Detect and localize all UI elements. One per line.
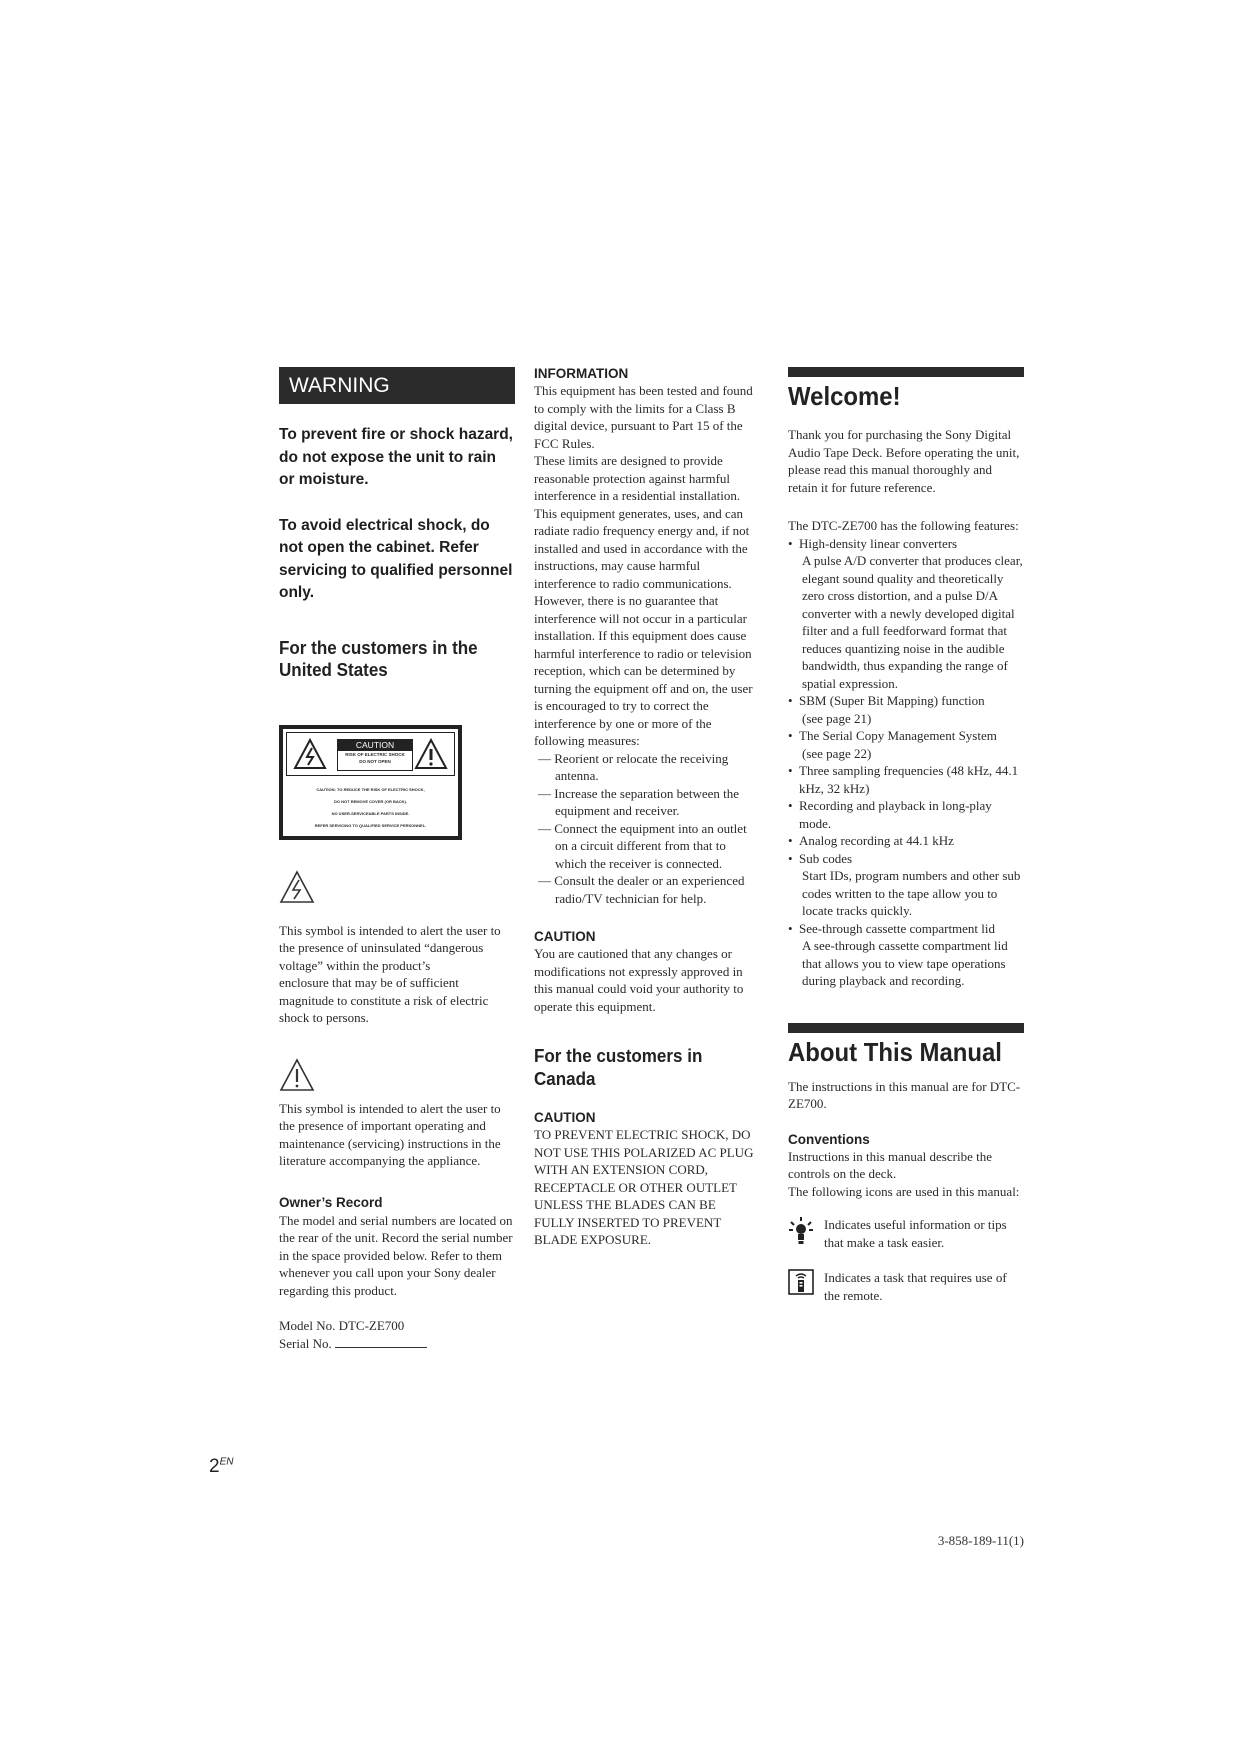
right-column	[788, 367, 1024, 1304]
feature-title: • See-through cassette compartment lid	[788, 920, 1024, 938]
caution-line: REFER SERVICING TO QUALIFIED SERVICE PERSONNEL.	[314, 822, 427, 828]
us-customers-heading: For the customers in the United States	[279, 636, 478, 680]
lightning-symbol-icon	[279, 870, 315, 904]
about-text: The instructions in this manual are for DTC-ZE700.	[788, 1078, 1021, 1111]
feature-title: • Three sampling frequencies (48 kHz, 44.1 kHz, 32 kHz)	[788, 762, 1024, 797]
feature-item	[788, 920, 1024, 990]
feature-item	[788, 797, 1024, 832]
model-number: Model No. DTC-ZE700	[279, 1318, 405, 1333]
feature-desc: A pulse A/D converter that produces clear, elegant sound quality and theoretically zero cross distortion, and a pulse D/A converter with a newly developed digital filter and a full feedforward format that reduces quantizing noise in the audible bandwidth, thus expanding the range of spatial expression.	[802, 553, 1023, 691]
feature-item	[788, 727, 1024, 762]
welcome-text: Thank you for purchasing the Sony Digital Audio Tape Deck. Before operating the unit, please read this manual thoroughly and retain it for future reference.	[788, 427, 1020, 495]
tip-icon-row	[788, 1216, 1024, 1251]
page-number	[209, 1456, 233, 1478]
conventions-p1: Instructions in this manual describe the controls on the deck.	[788, 1148, 992, 1181]
caution-line: NO USER-SERVICEABLE PARTS INSIDE.	[331, 810, 410, 816]
left-column	[279, 367, 515, 1352]
feature-desc: Start IDs, program numbers and other sub codes written to the tape allow you to locate tracks quickly.	[802, 868, 1021, 918]
information-heading: INFORMATION	[534, 366, 629, 381]
measure-item: — Connect the equipment into an outlet on a circuit different from that to which the receiver is connected.	[538, 820, 747, 871]
exclamation-symbol-icon	[279, 1058, 315, 1092]
feature-desc: A see-through cassette compartment lid that allows you to view tape operations during playback and recording.	[802, 938, 1008, 988]
feature-item	[788, 762, 1024, 797]
document-code: 3-858-189-11(1)	[937, 1533, 1024, 1548]
symbol1-text-2: enclosure that may be of sufficient magnitude to constitute a risk of electric shock to persons.	[279, 975, 489, 1025]
caution-heading: CAUTION	[534, 929, 596, 944]
exclamation-warning-icon	[414, 738, 448, 770]
caution-word: CAUTION	[338, 740, 412, 751]
canada-customers-heading: For the customers in Canada	[534, 1045, 703, 1089]
remote-icon-row	[788, 1269, 1024, 1304]
caution-label-lines	[287, 784, 454, 832]
measure-item: — Consult the dealer or an experienced radio/TV technician for help.	[538, 873, 745, 906]
caution-text: You are cautioned that any changes or modifications not expressly approved in this manual could void your authority to operate this equipment.	[534, 946, 744, 1014]
feature-title: • Recording and playback in long-play mode.	[788, 797, 1024, 832]
caution-line: CAUTION: TO REDUCE THE RISK OF ELECTRIC SHOCK,	[316, 786, 425, 792]
warning-shock-text: To avoid electrical shock, do not open the cabinet. Refer servicing to qualified personnel only.	[279, 516, 513, 601]
about-heading: About This Manual	[788, 1036, 1002, 1067]
owners-record-heading: Owner’s Record	[279, 1194, 383, 1210]
measure-item: — Increase the separation between the equipment and receiver.	[538, 785, 740, 818]
feature-desc: (see page 22)	[802, 745, 872, 761]
feature-desc: (see page 21)	[802, 710, 872, 726]
caution-label	[279, 725, 462, 840]
owners-record-text: The model and serial numbers are located on the rear of the unit. Record the serial number in the space provided below. Refer to them whenever you call upon your Sony dealer regarding this product.	[279, 1212, 513, 1298]
warning-fire-text: To prevent fire or shock hazard, do not expose the unit to rain or moisture.	[279, 426, 513, 488]
caution2-text: TO PREVENT ELECTRIC SHOCK, DO NOT USE THIS POLARIZED AC PLUG WITH AN EXTENSION CORD, RECEPTACLE OR OTHER OUTLET UNLESS THE BLADES CAN BE FULLY INSERTED TO PREVENT BLADE EXPOSURE.	[534, 1127, 754, 1247]
features-list	[788, 535, 1024, 990]
caution-label-center	[337, 739, 413, 771]
information-p2: These limits are designed to provide reasonable protection against harmful interference in a residential installation. This equipment generates, uses, and can radiate radio frequency energy and, if not installed and used in accordance with the instructions, may cause harmful interference to radio communications. However, there is no guarantee that interference will not occur in a particular installation. If this equipment does cause harmful interference to radio or television reception, which can be determined by turning the equipment off and on, the user is encouraged to try to correct the interference by one or more of the following measures:	[534, 453, 753, 748]
page-number-suffix: EN	[219, 1456, 234, 1468]
symbol1-text: This symbol is intended to alert the user to the presence of uninsulated “dangerous voltage” within the product’s	[279, 922, 501, 973]
feature-item	[788, 850, 1024, 920]
remote-control-icon	[788, 1269, 814, 1295]
warning-title: WARNING	[279, 367, 515, 404]
feature-title: • The Serial Copy Management System	[788, 727, 1024, 745]
serial-number-blank	[335, 1335, 427, 1348]
feature-item	[788, 535, 1024, 693]
serial-number-line	[279, 1335, 515, 1353]
lightbulb-icon	[788, 1216, 814, 1248]
lightning-warning-icon	[293, 738, 327, 770]
feature-title: • SBM (Super Bit Mapping) function	[788, 692, 1024, 710]
feature-item	[788, 692, 1024, 727]
caution2-heading: CAUTION	[534, 1110, 596, 1125]
remote-icon-text: Indicates a task that requires use of the remote.	[824, 1270, 1007, 1303]
tip-icon-text: Indicates useful information or tips that make a task easier.	[824, 1217, 1007, 1250]
risk-line-2: DO NOT OPEN	[359, 758, 391, 764]
conventions-heading: Conventions	[788, 1131, 870, 1147]
feature-title: • High-density linear converters	[788, 535, 1024, 553]
caution-line: DO NOT REMOVE COVER (OR BACK).	[334, 798, 407, 804]
welcome-rule	[788, 367, 1024, 377]
about-rule	[788, 1023, 1024, 1033]
middle-column	[534, 366, 758, 1249]
risk-line-1: RISK OF ELECTRIC SHOCK	[345, 751, 405, 757]
symbol2-text: This symbol is intended to alert the user to the presence of important operating and maintenance (servicing) instructions in the literature accompanying the appliance.	[279, 1100, 501, 1168]
caution-label-top	[286, 732, 455, 776]
serial-number-label: Serial No.	[279, 1335, 332, 1351]
feature-title: • Sub codes	[788, 850, 1024, 868]
information-p1: This equipment has been tested and found to comply with the limits for a Class B digital device, pursuant to Part 15 of the FCC Rules.	[534, 383, 753, 451]
feature-item	[788, 832, 1024, 850]
page-number-digit: 2	[209, 1456, 220, 1477]
conventions-p2: The following icons are used in this manual:	[788, 1183, 1020, 1199]
welcome-heading: Welcome!	[788, 381, 901, 411]
features-intro: The DTC-ZE700 has the following features:	[788, 518, 1019, 533]
feature-title: • Analog recording at 44.1 kHz	[788, 832, 1024, 850]
measure-item: — Reorient or relocate the receiving antenna.	[538, 750, 729, 783]
